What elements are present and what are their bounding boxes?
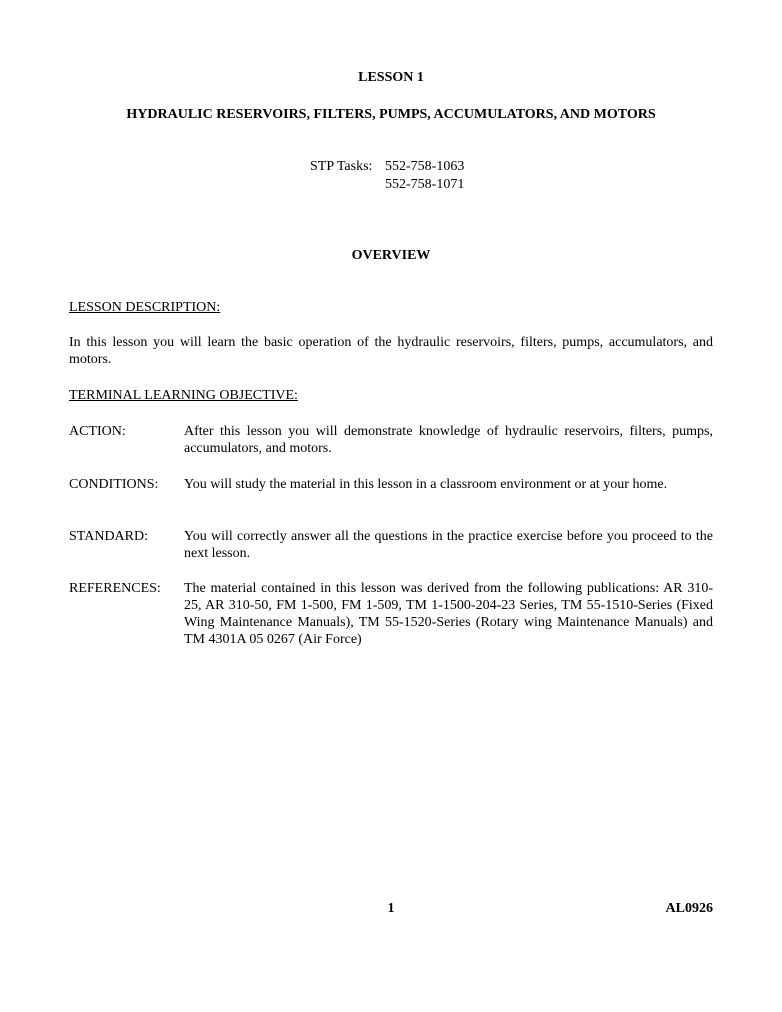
standard-label: STANDARD: (69, 529, 148, 544)
stp-task-1: 552-758-1063 (385, 159, 465, 174)
document-code: AL0926 (665, 901, 713, 916)
overview-heading: OVERVIEW (351, 248, 431, 263)
lesson-number: LESSON 1 (358, 70, 424, 85)
terminal-objective-heading: TERMINAL LEARNING OBJECTIVE: (69, 388, 298, 403)
standard-text: You will correctly answer all the questions in the practice exercise before you proceed to the next lesson. (184, 529, 713, 561)
lesson-title: HYDRAULIC RESERVOIRS, FILTERS, PUMPS, ACCUMULATORS, AND MOTORS (126, 107, 656, 122)
conditions-text: You will study the material in this lesson in a classroom environment or at your home. (184, 477, 668, 492)
action-text: After this lesson you will demonstrate knowledge of hydraulic reservoirs, filters, pumps, accumulators, and motors. (184, 424, 713, 456)
stp-tasks-label: STP Tasks: (310, 159, 373, 174)
references-label: REFERENCES: (69, 581, 161, 596)
lesson-description-heading: LESSON DESCRIPTION: (69, 300, 221, 315)
action-label: ACTION: (69, 424, 126, 439)
stp-task-2: 552-758-1071 (385, 177, 465, 192)
lesson-description-text: In this lesson you will learn the basic operation of the hydraulic reservoirs, filters, pumps, accumulators, and motors. (69, 335, 713, 367)
references-text: The material contained in this lesson was derived from the following publications: AR 310-25, AR 310-50, FM 1-500, FM 1-509, TM 1-1500-204-23 Series, TM 55-1510-Series (Fixed Wing Maintenance Manuals), TM 55-1520-Series (Rotary wing Maintenance Manuals) and TM 4301A 05 0267 (Air Force) (184, 581, 713, 647)
conditions-label: CONDITIONS: (69, 477, 159, 492)
page-number: 1 (387, 901, 395, 916)
